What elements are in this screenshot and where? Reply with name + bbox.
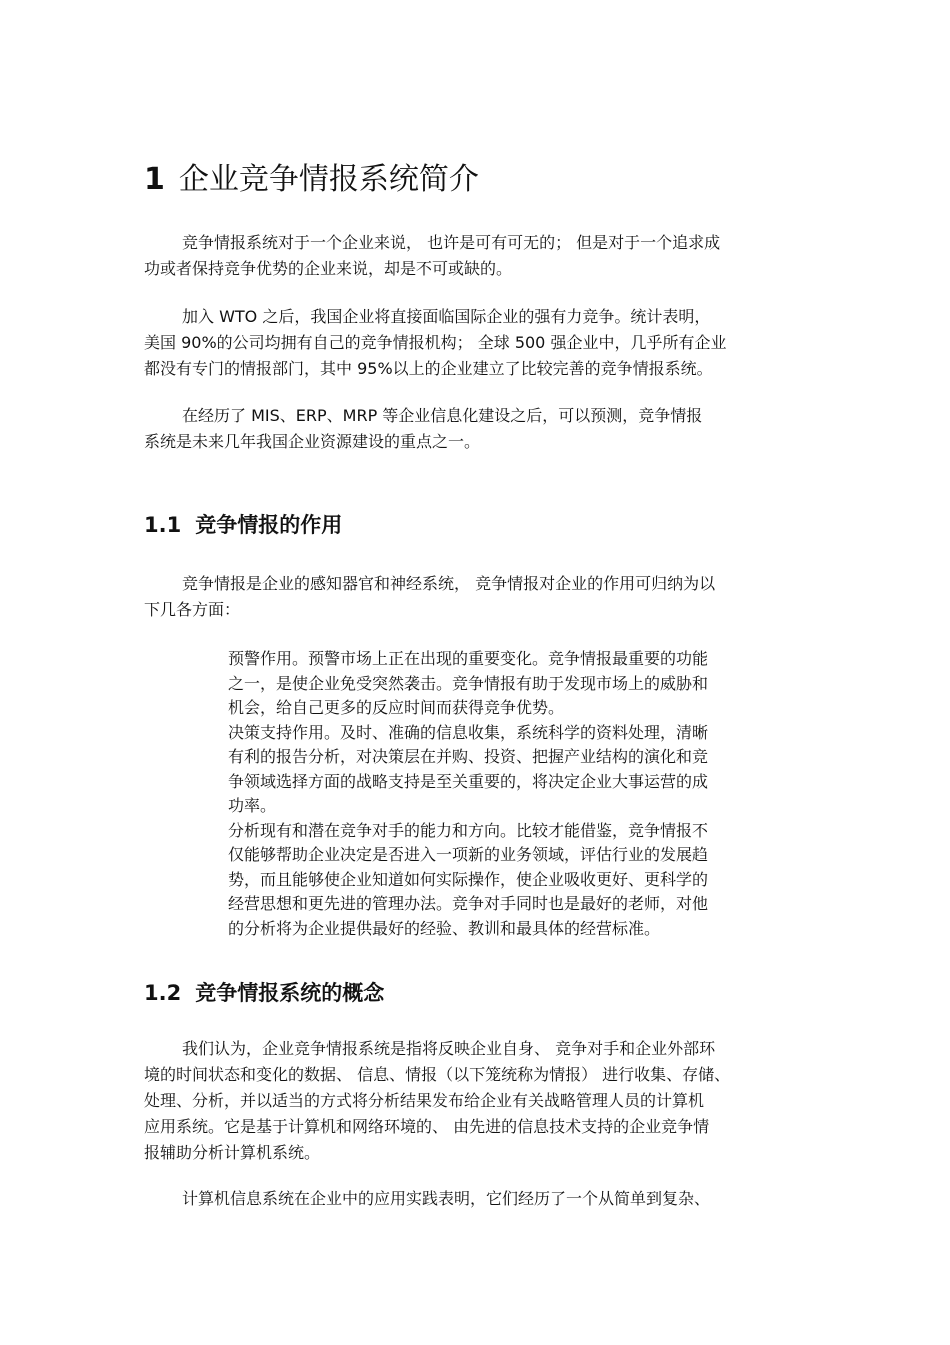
list-item xyxy=(228,819,773,942)
text-line: 我们认为，企业竞争情报系统是指将反映企业自身、 竞争对手和企业外部环 xyxy=(182,1039,716,1058)
intro-paragraph-2 xyxy=(144,304,809,382)
text-line: 预警作用。预警市场上正在出现的重要变化。竞争情报最重要的功能 xyxy=(228,649,709,668)
text-line: 境的时间状态和变化的数据、 信息、情报（以下笼统称为情报） 进行收集、存储、 xyxy=(144,1065,731,1084)
text-line: 的分析将为企业提供最好的经验、教训和最具体的经营标准。 xyxy=(228,918,661,938)
text-line: 计算机信息系统在企业中的应用实践表明，它们经历了一个从简单到复杂、 xyxy=(182,1189,711,1208)
section-number: 1.2 xyxy=(144,981,182,1005)
text-line: 报辅助分析计算机系统。 xyxy=(144,1143,321,1162)
role-list xyxy=(228,647,773,941)
text-line: 分析现有和潜在竞争对手的能力和方向。比较才能借鉴，竞争情报不 xyxy=(228,820,709,840)
text-line: 下几各方面： xyxy=(144,600,241,619)
text-line: 功或者保持竞争优势的企业来说，却是不可或缺的。 xyxy=(144,259,513,278)
text-line: 系统是未来几年我国企业资源建设的重点之一。 xyxy=(144,432,481,451)
text-line: 加入 WTO 之后，我国企业将直接面临国际企业的强有力竞争。统计表明， xyxy=(182,307,711,326)
text-line: 都没有专门的情报部门，其中 95%以上的企业建立了比较完善的竞争情报系统。 xyxy=(144,359,713,378)
text-line: 在经历了 MIS、ERP、MRP 等企业信息化建设之后，可以预测，竞争情报 xyxy=(182,406,703,425)
text-line: 应用系统。它是基于计算机和网络环境的、 由先进的信息技术支持的企业竞争情 xyxy=(144,1117,710,1136)
chapter-heading xyxy=(144,158,479,202)
intro-paragraph-1 xyxy=(144,230,809,282)
text-line: 争领域选择方面的战略支持是至关重要的，将决定企业大事运营的成 xyxy=(228,771,709,791)
section-1-2-paragraph-2 xyxy=(144,1186,809,1212)
section-1-2-paragraph-1 xyxy=(144,1036,809,1166)
text-line: 处理、分析，并以适当的方式将分析结果发布给企业有关战略管理人员的计算机 xyxy=(144,1091,705,1110)
chapter-number: 1 xyxy=(144,162,165,197)
text-line: 竞争情报是企业的感知器官和神经系统， 竞争情报对企业的作用可归纳为以 xyxy=(182,574,716,593)
section-1-1-lead xyxy=(144,571,809,623)
text-line: 竞争情报系统对于一个企业来说， 也许是可有可无的； 但是对于一个追求成 xyxy=(182,233,721,252)
text-line: 机会，给自己更多的反应时间而获得竞争优势。 xyxy=(228,698,565,717)
text-line: 经营思想和更先进的管理办法。竞争对手同时也是最好的老师，对他 xyxy=(228,894,709,913)
text-line: 功率。 xyxy=(228,796,277,815)
chapter-title: 企业竞争情报系统简介 xyxy=(178,162,479,197)
text-line: 势，而且能够使企业知道如何实际操作，使企业吸收更好、更科学的 xyxy=(228,869,709,889)
section-title: 竞争情报的作用 xyxy=(195,513,343,537)
intro-paragraph-3 xyxy=(144,403,809,455)
section-heading-1-2 xyxy=(144,978,384,1008)
section-title: 竞争情报系统的概念 xyxy=(195,981,385,1005)
section-number: 1.1 xyxy=(144,513,182,537)
section-heading-1-1 xyxy=(144,510,342,540)
text-line: 之一，是使企业免受突然袭击。竞争情报有助于发现市场上的威胁和 xyxy=(228,673,709,693)
text-line: 美国 90%的公司均拥有自己的竞争情报机构； 全球 500 强企业中，几乎所有企业 xyxy=(144,333,727,352)
text-line: 有利的报告分析，对决策层在并购、投资、把握产业结构的演化和竞 xyxy=(228,747,709,766)
text-line: 仅能够帮助企业决定是否进入一项新的业务领域，评估行业的发展趋 xyxy=(228,845,709,864)
list-item xyxy=(228,721,773,819)
text-line: 决策支持作用。及时、准确的信息收集，系统科学的资料处理，清晰 xyxy=(228,722,709,742)
list-item xyxy=(228,647,773,721)
